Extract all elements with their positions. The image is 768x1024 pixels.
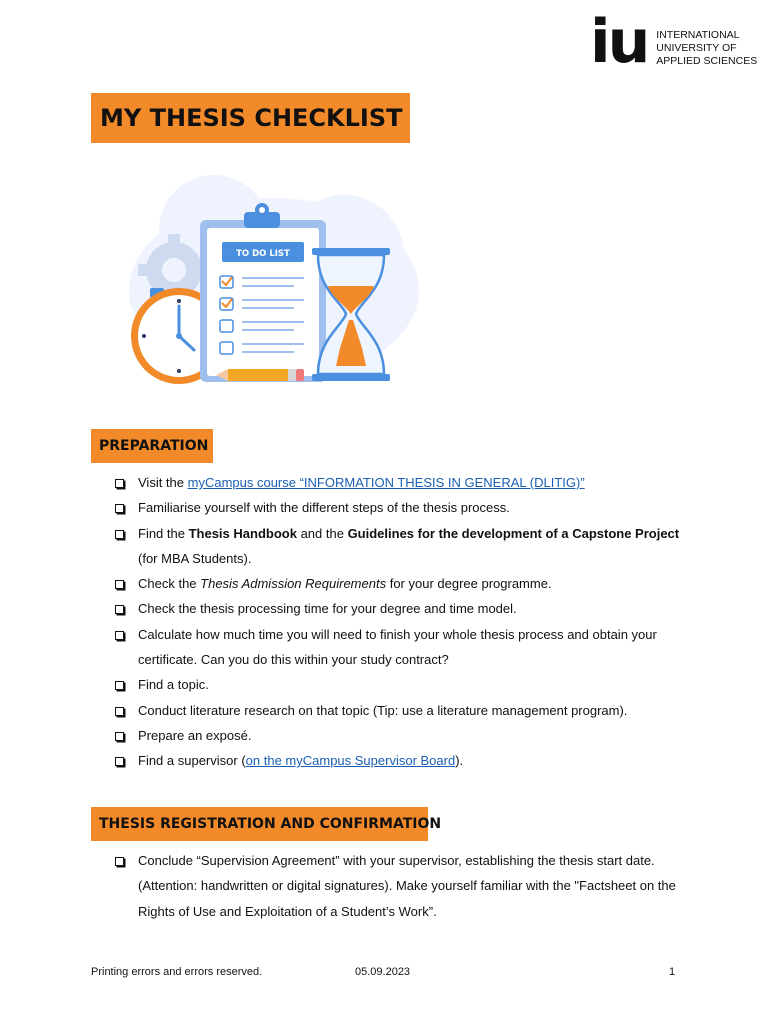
section-heading-registration: THESIS REGISTRATION AND CONFIRMATION <box>91 807 428 841</box>
iu-logo <box>590 7 758 77</box>
supervisor-board-link[interactable]: on the myCampus Supervisor Board <box>245 753 456 769</box>
checklist-item <box>112 571 692 596</box>
clipboard-label: TO DO LIST <box>236 249 290 259</box>
page-number: 1 <box>669 966 676 978</box>
checklist-item <box>112 698 692 723</box>
checklist-item <box>112 672 692 697</box>
logo-line: APPLIED SCIENCES <box>656 55 758 67</box>
checkbox-icon[interactable] <box>115 757 124 766</box>
clipboard-icon <box>200 203 326 382</box>
item-text: (for MBA Students). <box>138 550 252 566</box>
item-text: Familiarise yourself with the different steps of the thesis process. <box>138 500 510 516</box>
pencil-icon <box>216 369 304 381</box>
item-text: Find a supervisor ( <box>138 753 246 769</box>
logo-text <box>656 29 757 68</box>
logo-mark: iu <box>590 7 648 77</box>
registration-checklist <box>112 848 692 924</box>
item-text: Find the <box>138 525 189 541</box>
checkbox-icon[interactable] <box>115 580 124 589</box>
item-text: Conclude “Supervision Agreement” with your supervisor, establishing the thesis start date. (Attention: handwritten or digital signatures). Make yourself familiar with the "Factsheet on the Rights of Use and Exploitation of a Student’s Work”. <box>138 853 676 919</box>
checklist-item <box>112 495 692 520</box>
item-text: for your degree programme. <box>386 576 552 592</box>
item-text: Calculate how much time you will need to finish your whole thesis process and obtain your certificate. Can you do this within your study contract? <box>138 626 657 668</box>
item-text: Find a topic. <box>138 677 209 693</box>
checkbox-icon[interactable] <box>115 732 124 741</box>
checklist-item <box>112 748 692 773</box>
footer-date: 05.09.2023 <box>355 966 411 978</box>
checklist-item <box>112 521 692 572</box>
checklist-item <box>112 596 692 621</box>
checklist-illustration <box>104 170 424 390</box>
logo-line: UNIVERSITY OF <box>656 42 737 54</box>
checkbox-icon[interactable] <box>115 479 124 488</box>
item-text: Prepare an exposé. <box>138 727 252 743</box>
mycampus-course-link[interactable]: myCampus course “INFORMATION THESIS IN GENERAL (DLITIG)” <box>187 475 585 490</box>
checkbox-icon[interactable] <box>115 605 124 614</box>
footer-note: Printing errors and errors reserved. <box>91 966 263 978</box>
checkbox-icon[interactable] <box>115 681 124 690</box>
capstone-guidelines-text: Guidelines for the development of a Capstone Project <box>347 525 680 541</box>
page-title: MY THESIS CHECKLIST <box>91 93 410 143</box>
logo-line: INTERNATIONAL <box>656 29 740 41</box>
preparation-checklist <box>112 470 692 774</box>
item-text: Check the <box>138 576 201 592</box>
checkbox-icon[interactable] <box>115 857 124 866</box>
checklist-item <box>112 848 692 924</box>
checkbox-icon[interactable] <box>115 530 124 539</box>
item-text: Visit the <box>138 475 188 490</box>
checklist-item <box>112 723 692 748</box>
checkbox-icon[interactable] <box>115 707 124 716</box>
checkbox-icon[interactable] <box>115 631 124 640</box>
item-text: ). <box>455 753 464 769</box>
item-text: Conduct literature research on that topic (Tip: use a literature management program). <box>138 702 628 718</box>
thesis-handbook-text: Thesis Handbook <box>188 525 297 541</box>
checklist-item <box>112 622 692 673</box>
checklist-item <box>112 470 692 495</box>
item-text: and the <box>296 525 348 541</box>
item-text: Check the thesis processing time for your degree and time model. <box>138 601 517 617</box>
section-heading-preparation: PREPARATION <box>91 429 213 463</box>
admission-requirements-text: Thesis Admission Requirements <box>200 576 387 592</box>
checkbox-icon[interactable] <box>115 504 124 513</box>
